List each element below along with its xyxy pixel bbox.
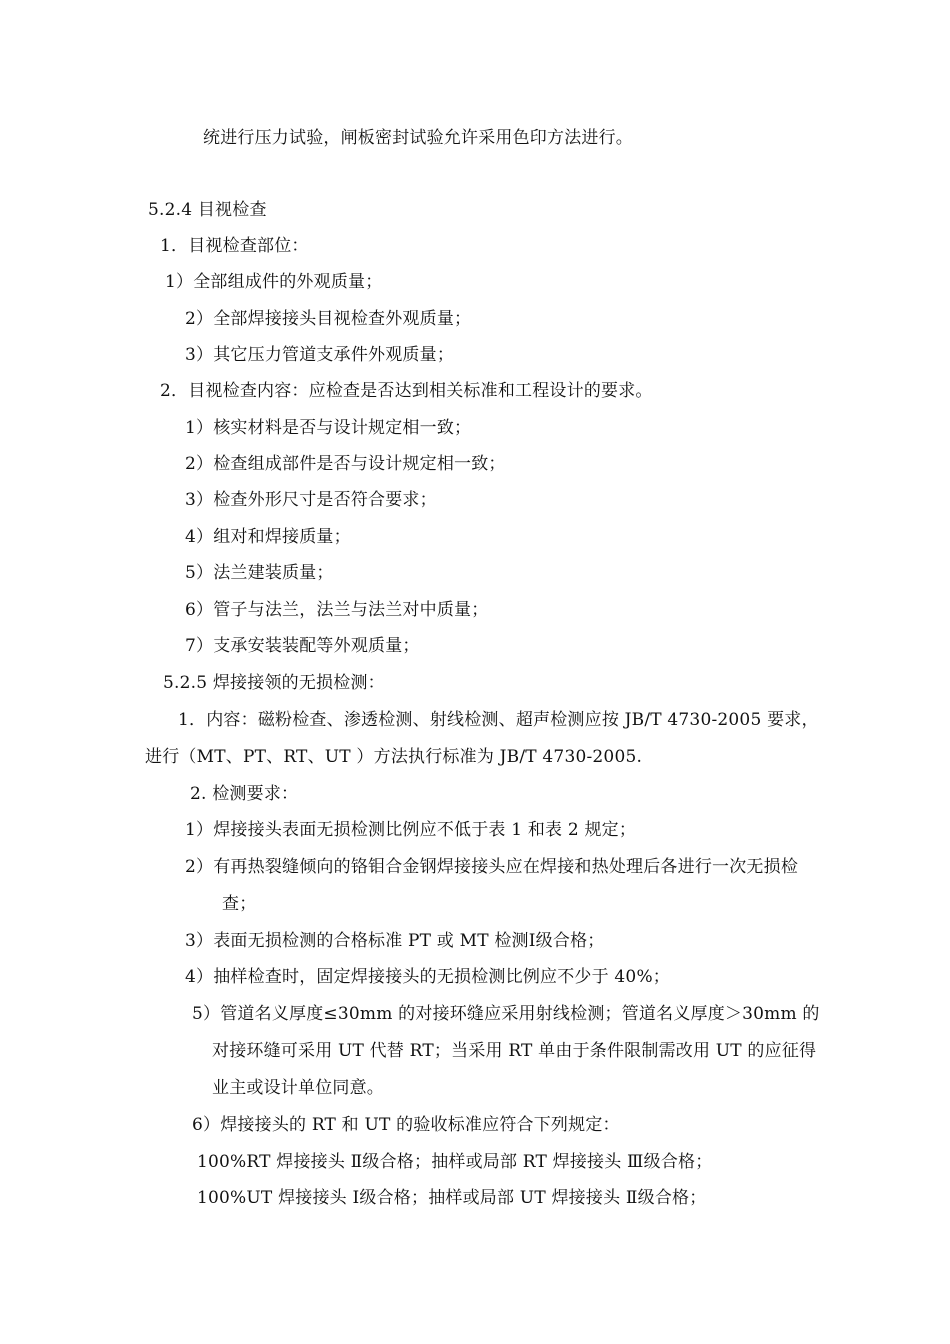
text-line-25: 对接环缝可采用 UT 代替 RT；当采用 RT 单由于条件限制需改用 UT 的应征得 [212, 1041, 817, 1061]
text-line-14: 7）支承安装装配等外观质量； [185, 636, 420, 656]
text-line-27: 6）焊接接头的 RT 和 UT 的验收标准应符合下列规定： [192, 1115, 620, 1135]
text-line-21: 查； [222, 894, 257, 914]
text-line-9: 2）检查组成部件是否与设计规定相一致； [185, 454, 506, 474]
text-line-24: 5）管道名义厚度≤30mm 的对接环缝应采用射线检测；管道名义厚度＞30mm 的 [192, 1004, 820, 1024]
text-line-26: 业主或设计单位同意。 [212, 1078, 384, 1098]
text-line-10: 3）检查外形尺寸是否符合要求； [185, 490, 437, 510]
text-line-7: 2．目视检查内容：应检查是否达到相关标准和工程设计的要求。 [160, 381, 653, 401]
text-line-11: 4）组对和焊接质量； [185, 527, 351, 547]
text-line-3: 1．目视检查部位： [160, 236, 309, 256]
text-line-28: 100%RT 焊接接头 Ⅱ级合格；抽样或局部 RT 焊接接头 Ⅲ级合格； [197, 1152, 713, 1172]
text-line-4: 1）全部组成件的外观质量； [165, 272, 383, 292]
text-line-29: 100%UT 焊接接头 Ⅰ级合格；抽样或局部 UT 焊接接头 Ⅱ级合格； [197, 1188, 707, 1208]
text-line-8: 1）核实材料是否与设计规定相一致； [185, 418, 472, 438]
text-line-12: 5）法兰建装质量； [185, 563, 334, 583]
text-line-19: 1）焊接接头表面无损检测比例应不低于表 1 和表 2 规定； [185, 820, 637, 840]
text-line-18: 2. 检测要求： [190, 784, 299, 804]
text-line-17: 进行（MT、PT、RT、UT ）方法执行标准为 JB/T 4730-2005. [145, 747, 643, 767]
text-line-6: 3）其它压力管道支承件外观质量； [185, 345, 455, 365]
text-line-22: 3）表面无损检测的合格标准 PT 或 MT 检测Ⅰ级合格； [185, 931, 605, 951]
text-line-16: 1．内容：磁粉检查、渗透检测、射线检测、超声检测应按 JB/T 4730-2005 要求， [178, 710, 819, 730]
text-line-23: 4）抽样检查时，固定焊接接头的无损检测比例应不少于 40%； [185, 967, 671, 987]
text-line-20: 2）有再热裂缝倾向的铬钼合金钢焊接接头应在焊接和热处理后各进行一次无损检 [185, 857, 799, 877]
text-line-5: 2）全部焊接接头目视检查外观质量； [185, 309, 472, 329]
text-line-13: 6）管子与法兰，法兰与法兰对中质量； [185, 600, 489, 620]
section-heading-5-2-4: 5.2.4 目视检查 [148, 200, 267, 220]
section-heading-5-2-5: 5.2.5 焊接接领的无损检测： [163, 673, 385, 693]
text-line-1: 统进行压力试验，闸板密封试验允许采用色印方法进行。 [203, 128, 633, 148]
